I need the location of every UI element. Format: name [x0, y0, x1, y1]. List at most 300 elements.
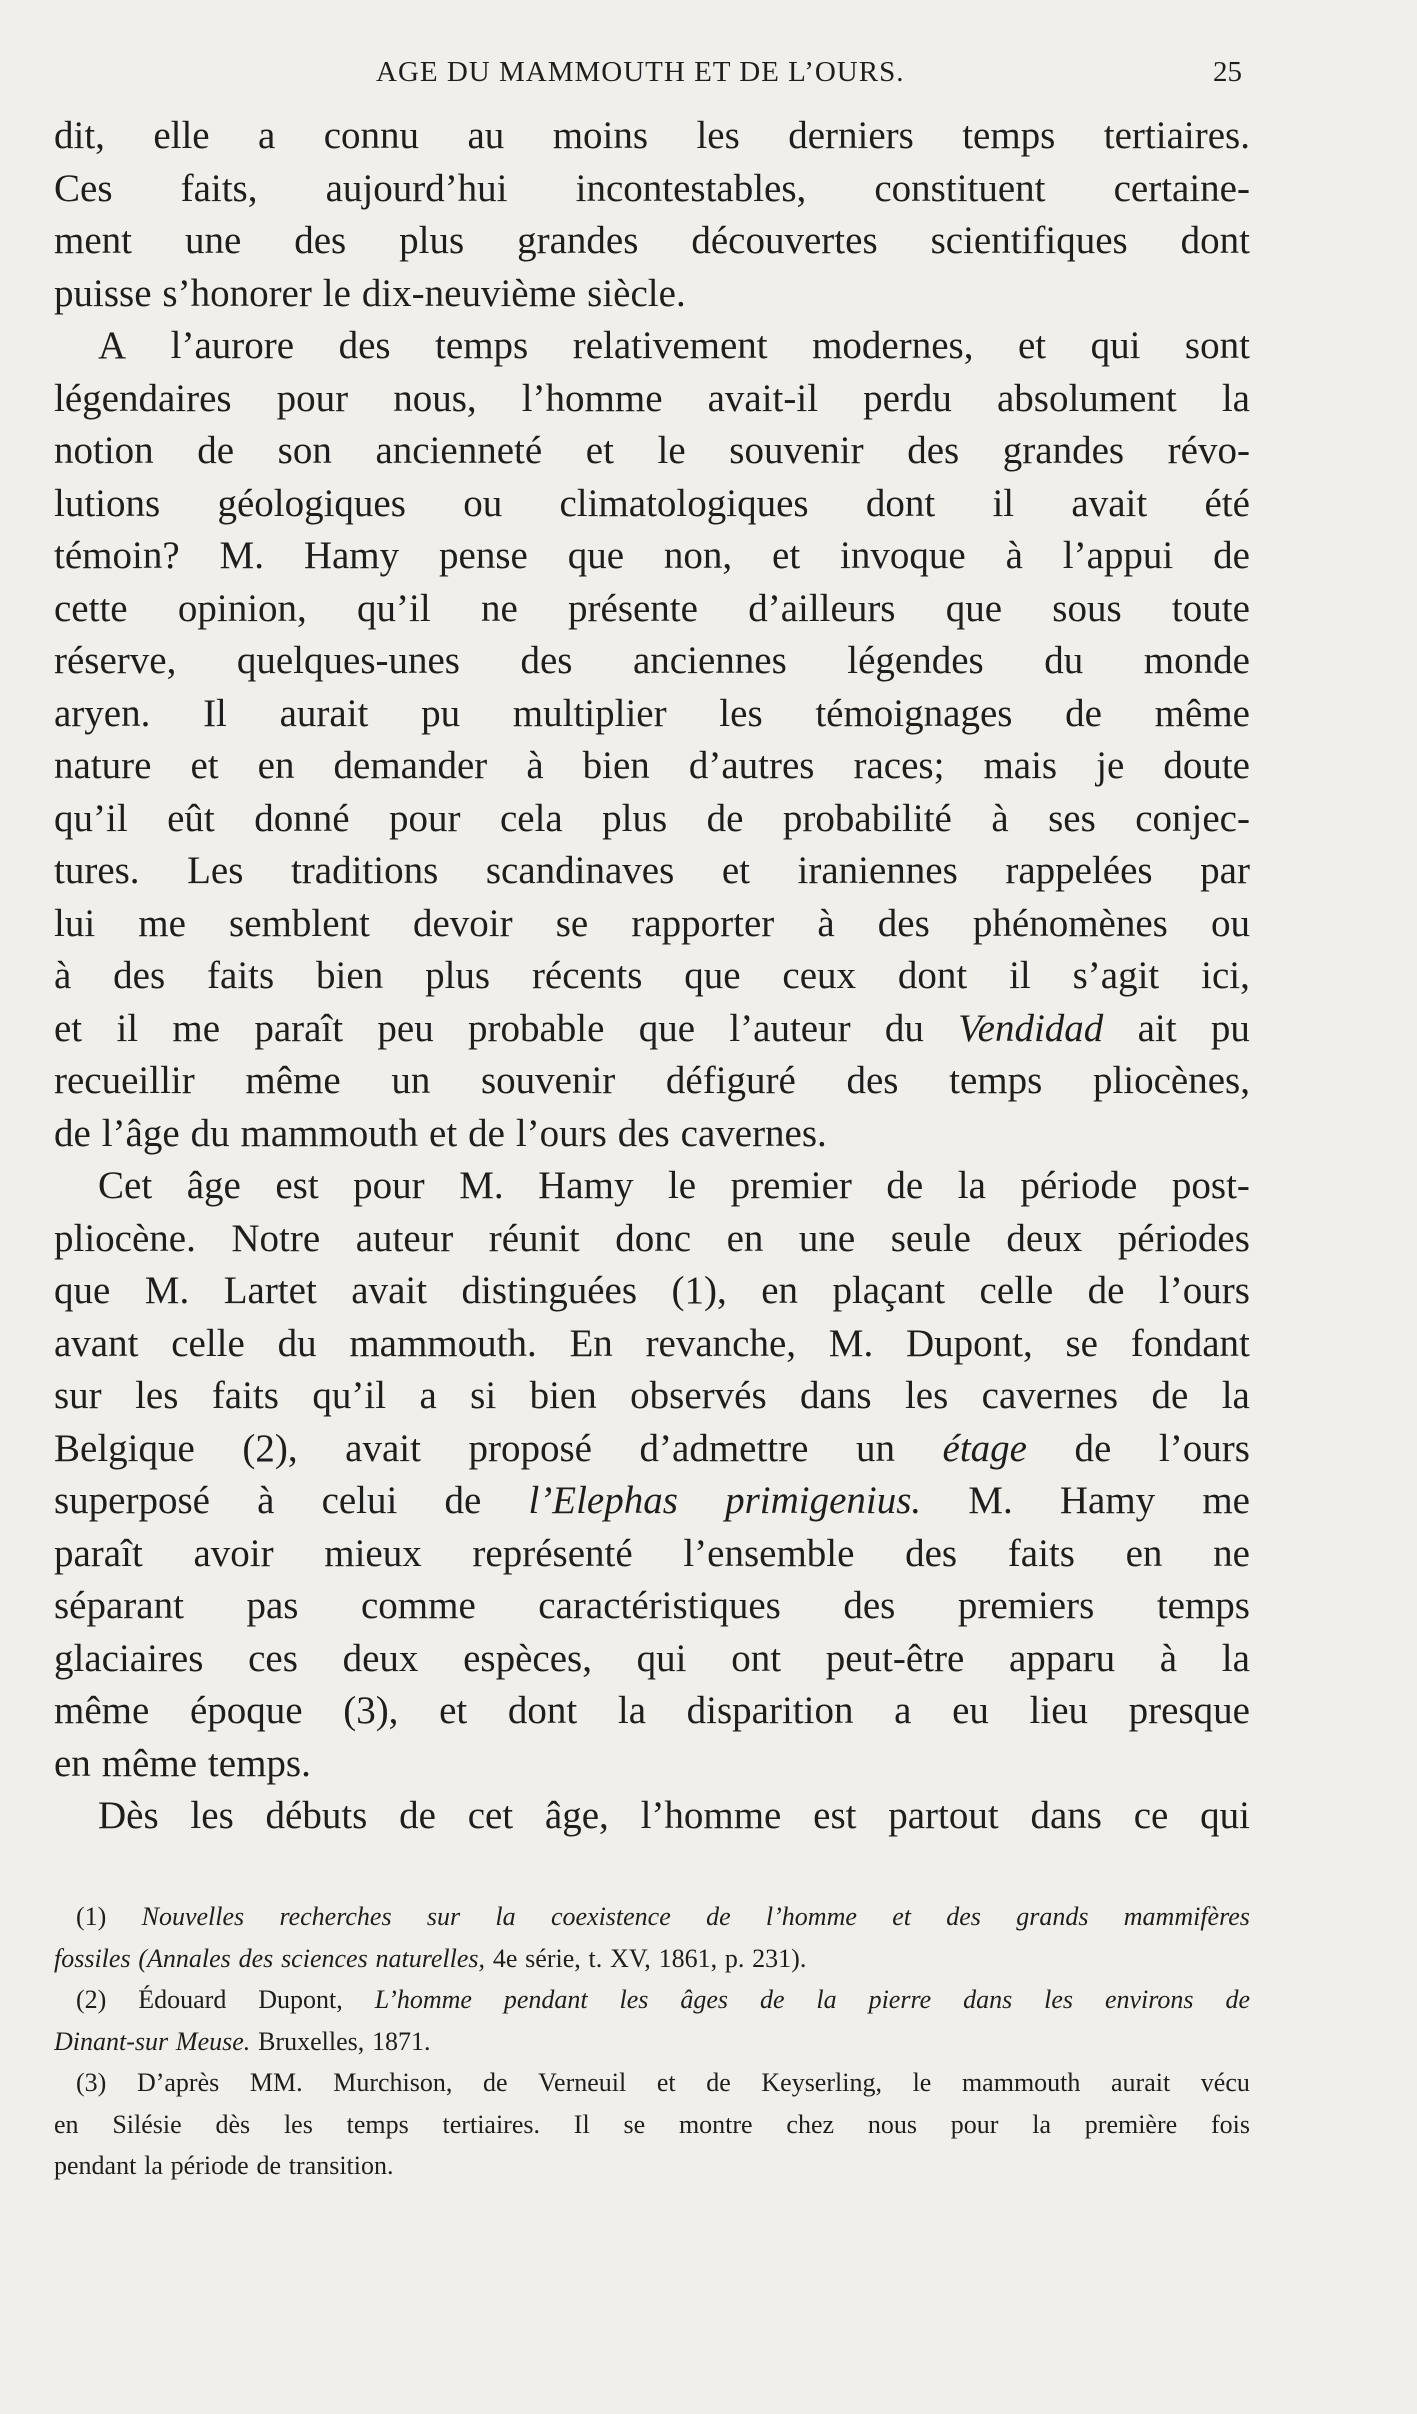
footnote-word: mammouth — [961, 2068, 1081, 2097]
body-word: apparu — [1008, 1636, 1116, 1680]
body-word: peu — [377, 1006, 434, 1050]
body-word: Dès — [98, 1794, 159, 1837]
body-word: climatologiques — [559, 481, 809, 525]
body-word: fondant — [1130, 1321, 1250, 1365]
body-word: paraît — [54, 1531, 143, 1575]
body-line — [54, 215, 1250, 268]
body-word: opinion, — [177, 586, 307, 630]
body-word: le — [667, 1164, 697, 1207]
body-word: deux — [1006, 1216, 1083, 1260]
body-line — [54, 1738, 1250, 1791]
body-word: légendaires — [54, 376, 232, 420]
body-word: demander — [333, 744, 488, 787]
body-word: l’âge — [101, 1111, 180, 1155]
body-word: qu’il — [54, 796, 128, 840]
footnote-word: se — [623, 2109, 646, 2139]
body-word: faits — [1007, 1531, 1075, 1575]
footnote-word: MM. — [249, 2068, 303, 2097]
body-line — [54, 583, 1250, 636]
body-word: constituent — [874, 166, 1046, 210]
body-word: me — [1202, 1479, 1250, 1522]
body-word: à — [1005, 534, 1023, 577]
body-word: post- — [1171, 1164, 1250, 1207]
body-line — [54, 1265, 1250, 1318]
body-word: avant — [54, 1321, 139, 1365]
body-word: glaciaires — [54, 1636, 204, 1680]
body-word: dont — [865, 481, 936, 525]
body-word: premier — [730, 1164, 852, 1207]
body-word: une — [184, 219, 242, 262]
body-line — [54, 1108, 1250, 1161]
body-word: tertiaires. — [1103, 114, 1250, 157]
footnote-word: Murchison, — [333, 2068, 453, 2097]
body-word: des — [113, 954, 166, 997]
body-word: pliocènes, — [1092, 1059, 1250, 1102]
body-word: souvenir — [729, 429, 864, 472]
body-word: certaine- — [1113, 166, 1250, 210]
body-word: (3), — [343, 1689, 399, 1732]
body-word: En — [569, 1321, 613, 1365]
body-word: sont — [1184, 324, 1250, 367]
body-word: ses — [1048, 796, 1096, 840]
body-word: Notre — [231, 1216, 321, 1260]
footnote-word: p. — [724, 1943, 745, 1973]
body-word: même — [1154, 691, 1250, 735]
body-word: superposé — [54, 1479, 210, 1522]
body-word: la — [1221, 1636, 1250, 1680]
body-word: qui — [1090, 324, 1141, 367]
footnote-line — [54, 1938, 1250, 1980]
body-word: celle — [171, 1321, 245, 1365]
body-word: semblent — [229, 901, 370, 945]
body-word: M. — [144, 1269, 190, 1312]
footnote-word: dans — [963, 1985, 1013, 2014]
body-word: M. — [219, 534, 264, 577]
body-word: espèces, — [463, 1636, 592, 1680]
body-word: qu’il — [357, 586, 431, 630]
body-line — [54, 1528, 1250, 1581]
body-word: plus — [602, 796, 668, 840]
body-word: derniers — [788, 114, 914, 157]
body-word: ne — [480, 586, 518, 630]
body-word: et — [190, 744, 219, 787]
body-word: phénomènes — [972, 901, 1168, 945]
body-word: du — [190, 1111, 230, 1155]
body-word: tures. — [54, 849, 140, 892]
body-word: débuts — [265, 1794, 368, 1837]
body-word: auteur — [355, 1216, 454, 1260]
body-line — [54, 1580, 1250, 1633]
body-word: et — [585, 429, 614, 472]
footnote-word: (2) — [76, 1985, 107, 2014]
body-word: représenté — [472, 1531, 633, 1575]
body-word: traditions — [290, 849, 439, 892]
body-word: seule — [890, 1216, 971, 1260]
body-word: le — [657, 429, 686, 472]
body-word: puisse — [54, 271, 152, 315]
body-word: cavernes — [981, 1374, 1119, 1417]
body-word: la — [1221, 376, 1250, 420]
body-word: ou — [1210, 901, 1250, 945]
body-word: de — [1087, 1269, 1125, 1312]
body-word: ne — [1213, 1531, 1250, 1575]
body-word: l’homme — [640, 1794, 782, 1837]
body-word: périodes — [1117, 1216, 1250, 1260]
body-word: mammouth — [240, 1111, 419, 1155]
body-word: les — [696, 114, 740, 157]
body-word: dans — [800, 1374, 872, 1417]
body-word: de — [197, 429, 235, 472]
body-word: invoque — [840, 534, 966, 577]
body-word: mais — [983, 744, 1058, 787]
body-word: qui — [1200, 1794, 1250, 1837]
body-word: notion — [54, 429, 154, 472]
footnote-word: naturelles, — [375, 1943, 486, 1973]
body-word: il — [992, 481, 1015, 525]
body-word: l’auteur — [729, 1006, 851, 1050]
body-line — [54, 425, 1250, 478]
footnote-word: tertiaires. — [442, 2109, 540, 2139]
body-word: partout — [888, 1794, 999, 1837]
body-word: de — [54, 1111, 91, 1155]
footnote-word: chez — [786, 2109, 835, 2139]
body-line — [54, 1685, 1250, 1738]
body-word: réserve, — [54, 639, 177, 682]
body-word: faits — [211, 1374, 279, 1417]
body-word: l’appui — [1062, 534, 1174, 577]
footnote-word: vécu — [1200, 2068, 1250, 2097]
body-word: des — [905, 1531, 958, 1575]
body-word: monde — [1143, 639, 1250, 682]
footnote-word: fossiles — [54, 1943, 131, 1973]
body-word: de — [886, 1164, 924, 1207]
footnote-word: de — [706, 2068, 731, 2097]
body-word: Belgique — [54, 1426, 195, 1470]
body-word: cet — [467, 1794, 514, 1837]
body-word: géologiques — [217, 481, 406, 525]
body-word: avoir — [193, 1531, 274, 1575]
body-word: de — [444, 1479, 482, 1522]
body-word: ou — [463, 481, 503, 525]
body-word: récents — [531, 954, 643, 997]
body-word: à — [1159, 1636, 1178, 1680]
body-word: d’autres — [688, 744, 815, 787]
body-word: d’ailleurs — [748, 586, 896, 630]
body-line — [54, 845, 1250, 898]
body-word: lui — [54, 901, 96, 945]
body-word: mieux — [324, 1531, 422, 1575]
body-word: l’aurore — [170, 324, 295, 367]
body-word: bien — [529, 1374, 597, 1417]
body-word: Hamy — [303, 534, 400, 577]
body-word: perdu — [863, 376, 952, 420]
body-word: temps — [435, 324, 529, 367]
body-word: dans — [1030, 1794, 1102, 1837]
body-word: les — [904, 1374, 949, 1417]
footnote-word: Meuse. — [175, 2026, 251, 2056]
footnote-word: pendant — [503, 1985, 588, 2014]
body-word: ment — [54, 219, 132, 262]
body-word: réunit — [488, 1216, 580, 1260]
body-word: me — [172, 1006, 221, 1050]
body-word: celle — [979, 1269, 1054, 1312]
body-word: des — [338, 324, 391, 367]
body-word: comme — [360, 1584, 476, 1627]
footnote-word: environs — [1104, 1985, 1194, 2014]
body-word: ancienneté — [375, 429, 543, 472]
footnote-word: de — [1225, 1985, 1250, 2014]
body-word: distinguées — [461, 1269, 638, 1312]
body-word: cette — [54, 586, 128, 630]
body-word: absolument — [996, 376, 1177, 420]
body-word: d’admettre — [639, 1426, 809, 1470]
body-word: les — [190, 1794, 234, 1837]
body-word: devoir — [412, 901, 513, 945]
footnote-line — [54, 1896, 1250, 1938]
body-word: incontestables, — [575, 166, 807, 210]
body-word: temps — [1156, 1584, 1250, 1627]
body-word: me — [138, 901, 186, 945]
body-word: un — [391, 1059, 431, 1102]
footnote-word: (3) — [76, 2068, 107, 2097]
body-word: l’ensemble — [683, 1531, 855, 1575]
body-word: proposé — [468, 1426, 592, 1470]
footnote-word: recherches — [279, 1902, 392, 1931]
body-word: des — [520, 639, 573, 682]
footnote-word: Il — [573, 2109, 590, 2139]
body-word: qu’il — [312, 1374, 387, 1417]
body-word: Hamy — [1059, 1479, 1156, 1522]
footnote-line — [54, 1979, 1250, 2021]
body-word: revanche, — [645, 1321, 797, 1365]
body-line — [54, 110, 1250, 163]
body-word: des — [846, 1059, 899, 1102]
body-word: même — [245, 1059, 341, 1102]
body-word: les — [719, 691, 763, 735]
body-word: caractéristiques — [538, 1584, 781, 1627]
footnote-word: grands — [1016, 1902, 1089, 1931]
body-word: l’ours — [1158, 1269, 1250, 1312]
body-word: l’ours — [515, 1111, 607, 1155]
footnote-word: la — [1032, 2109, 1051, 2139]
page-number: 25 — [1213, 56, 1242, 88]
footnote-word: série, — [525, 1943, 581, 1973]
body-word: que — [638, 1006, 696, 1050]
body-line — [54, 478, 1250, 531]
footnote-word: sciences — [281, 1943, 368, 1973]
footnote-word: les — [1044, 1985, 1074, 2014]
body-line — [54, 898, 1250, 951]
footnote-word: aurait — [1111, 2068, 1171, 2097]
body-word: à — [817, 901, 835, 945]
body-line — [54, 1790, 1250, 1843]
body-word: Les — [187, 849, 244, 892]
footnote-word: 4e — [492, 1943, 518, 1973]
body-word: en — [761, 1269, 798, 1312]
body-word: donc — [615, 1216, 692, 1260]
footnote-word: coexistence — [550, 1902, 671, 1931]
body-word: par — [1200, 849, 1250, 892]
body-word: en — [1125, 1531, 1163, 1575]
footnote-word: Verneuil — [538, 2068, 627, 2097]
body-word: cavernes. — [680, 1111, 827, 1155]
footnote-word: Dinant-sur — [54, 2026, 169, 2056]
body-word: pour — [389, 796, 461, 840]
footnote-word: Dupont, — [258, 1985, 343, 2014]
footnote-word: Nouvelles — [141, 1902, 245, 1931]
body-word: M. — [828, 1321, 874, 1365]
body-word: défiguré — [665, 1059, 796, 1102]
footnote-word: les — [283, 2109, 313, 2139]
body-line — [54, 1475, 1250, 1528]
body-word: de — [1065, 691, 1102, 735]
body-word: faits, — [180, 166, 258, 210]
body-word: du — [884, 1006, 924, 1050]
body-word: que — [567, 534, 625, 577]
body-word: des — [843, 1584, 896, 1627]
body-word: un — [855, 1426, 895, 1470]
footnote-word: (Annales — [138, 1943, 231, 1973]
body-word: scandinaves — [485, 849, 675, 892]
body-word: je — [1096, 744, 1125, 787]
footnote-word: des — [946, 1902, 981, 1931]
body-line — [54, 635, 1250, 688]
body-word: souvenir — [480, 1059, 616, 1102]
body-word: celui — [321, 1479, 398, 1522]
footnote-word: des — [238, 1943, 274, 1973]
body-word: temps — [949, 1059, 1043, 1102]
body-word: même — [54, 1689, 150, 1732]
footnote-word: nous — [867, 2109, 917, 2139]
footnote-word: les — [619, 1985, 649, 2014]
body-word: lutions — [54, 481, 161, 525]
body-line — [54, 163, 1250, 216]
body-word: eu — [952, 1689, 989, 1732]
footnote-word: période — [170, 2151, 249, 2180]
body-word: que — [945, 586, 1003, 630]
footnote-word: t. — [588, 1943, 603, 1973]
body-line — [54, 1055, 1250, 1108]
body-word: avait — [351, 1269, 428, 1312]
body-word: de — [1151, 1374, 1189, 1417]
body-word: a — [419, 1374, 437, 1417]
body-word: du — [1044, 639, 1084, 682]
body-word: ici, — [1201, 954, 1250, 997]
body-word: eût — [167, 796, 215, 840]
body-word: époque — [189, 1689, 303, 1732]
body-line — [54, 950, 1250, 1003]
body-word: au — [467, 114, 505, 157]
body-word: du — [277, 1321, 317, 1365]
body-word: bien — [316, 954, 384, 997]
footnote-word: Bruxelles, — [258, 2026, 365, 2056]
body-word: premiers — [957, 1584, 1095, 1627]
body-word: est — [275, 1164, 319, 1207]
body-word: disparition — [686, 1689, 854, 1732]
body-word: a — [258, 114, 276, 157]
body-word: rappelées — [1005, 849, 1153, 892]
body-word: il — [1009, 954, 1031, 997]
footnote-word: fois — [1210, 2109, 1250, 2139]
body-word: lieu — [1029, 1689, 1089, 1732]
body-word: multiplier — [512, 691, 667, 735]
body-word: relativement — [572, 324, 768, 367]
body-word: moins — [552, 114, 649, 157]
body-word: sous — [1052, 586, 1122, 630]
body-word: donné — [254, 796, 350, 840]
body-word: sur — [54, 1374, 102, 1417]
body-word: a — [894, 1689, 912, 1732]
footnote-word: la — [495, 1902, 516, 1931]
body-word: les — [135, 1374, 179, 1417]
body-word: pour — [353, 1164, 425, 1207]
body-word: de — [1213, 534, 1250, 577]
body-word: son — [277, 429, 332, 472]
body-word: dit, — [54, 114, 105, 157]
footnote-word: 231). — [752, 1943, 807, 1973]
body-word: l’ours — [1158, 1426, 1250, 1470]
body-word: est — [813, 1794, 857, 1837]
body-word: presque — [1128, 1689, 1250, 1732]
body-word: et — [721, 849, 750, 892]
footnote-word: de — [759, 1985, 785, 2014]
body-word: la — [617, 1689, 647, 1732]
body-word: scientifiques — [930, 219, 1128, 262]
body-word: non, — [663, 534, 733, 577]
footnote-word: dès — [215, 2109, 251, 2139]
body-word: il — [116, 1006, 139, 1050]
footnote-word: mammifères — [1123, 1902, 1250, 1931]
body-word: et — [54, 1006, 83, 1050]
body-word: plus — [425, 954, 491, 997]
body-word: iraniennes — [797, 849, 958, 892]
body-word: pliocène. — [54, 1216, 196, 1260]
body-line — [54, 1003, 1250, 1056]
footnote-word: Keyserling, — [761, 2068, 882, 2097]
body-word: période — [1020, 1164, 1138, 1207]
body-text — [54, 110, 1250, 1843]
body-word: que — [54, 1269, 111, 1312]
body-word: avait — [345, 1426, 421, 1470]
body-word: M. — [459, 1164, 504, 1207]
footnote-word: de — [256, 2151, 281, 2180]
footnote-word: première — [1084, 2109, 1178, 2139]
body-word: témoin? — [54, 534, 180, 577]
body-word: primigenius. — [725, 1479, 922, 1522]
body-word: découvertes — [691, 219, 878, 262]
body-word: en — [257, 744, 295, 787]
body-word: aurait — [279, 691, 369, 735]
body-word: à — [991, 796, 1009, 840]
body-word: Hamy — [538, 1164, 634, 1207]
body-word: âge, — [544, 1794, 609, 1837]
body-word: cela — [499, 796, 563, 840]
body-word: et — [439, 1689, 468, 1732]
body-word: la — [957, 1164, 986, 1207]
body-word: de — [399, 1794, 436, 1837]
body-word: se — [1065, 1321, 1098, 1365]
footnote-word: pierre — [868, 1985, 932, 2014]
body-word: conjec- — [1135, 796, 1250, 840]
footnote-word: en — [54, 2109, 79, 2139]
body-word: modernes, — [812, 324, 974, 367]
body-line — [54, 268, 1250, 321]
body-word: témoignages — [815, 691, 1013, 735]
footnote-word: la — [816, 1985, 837, 2014]
body-line — [54, 1213, 1250, 1266]
footnotes — [54, 1896, 1250, 2187]
footnote-line — [54, 2021, 1250, 2063]
